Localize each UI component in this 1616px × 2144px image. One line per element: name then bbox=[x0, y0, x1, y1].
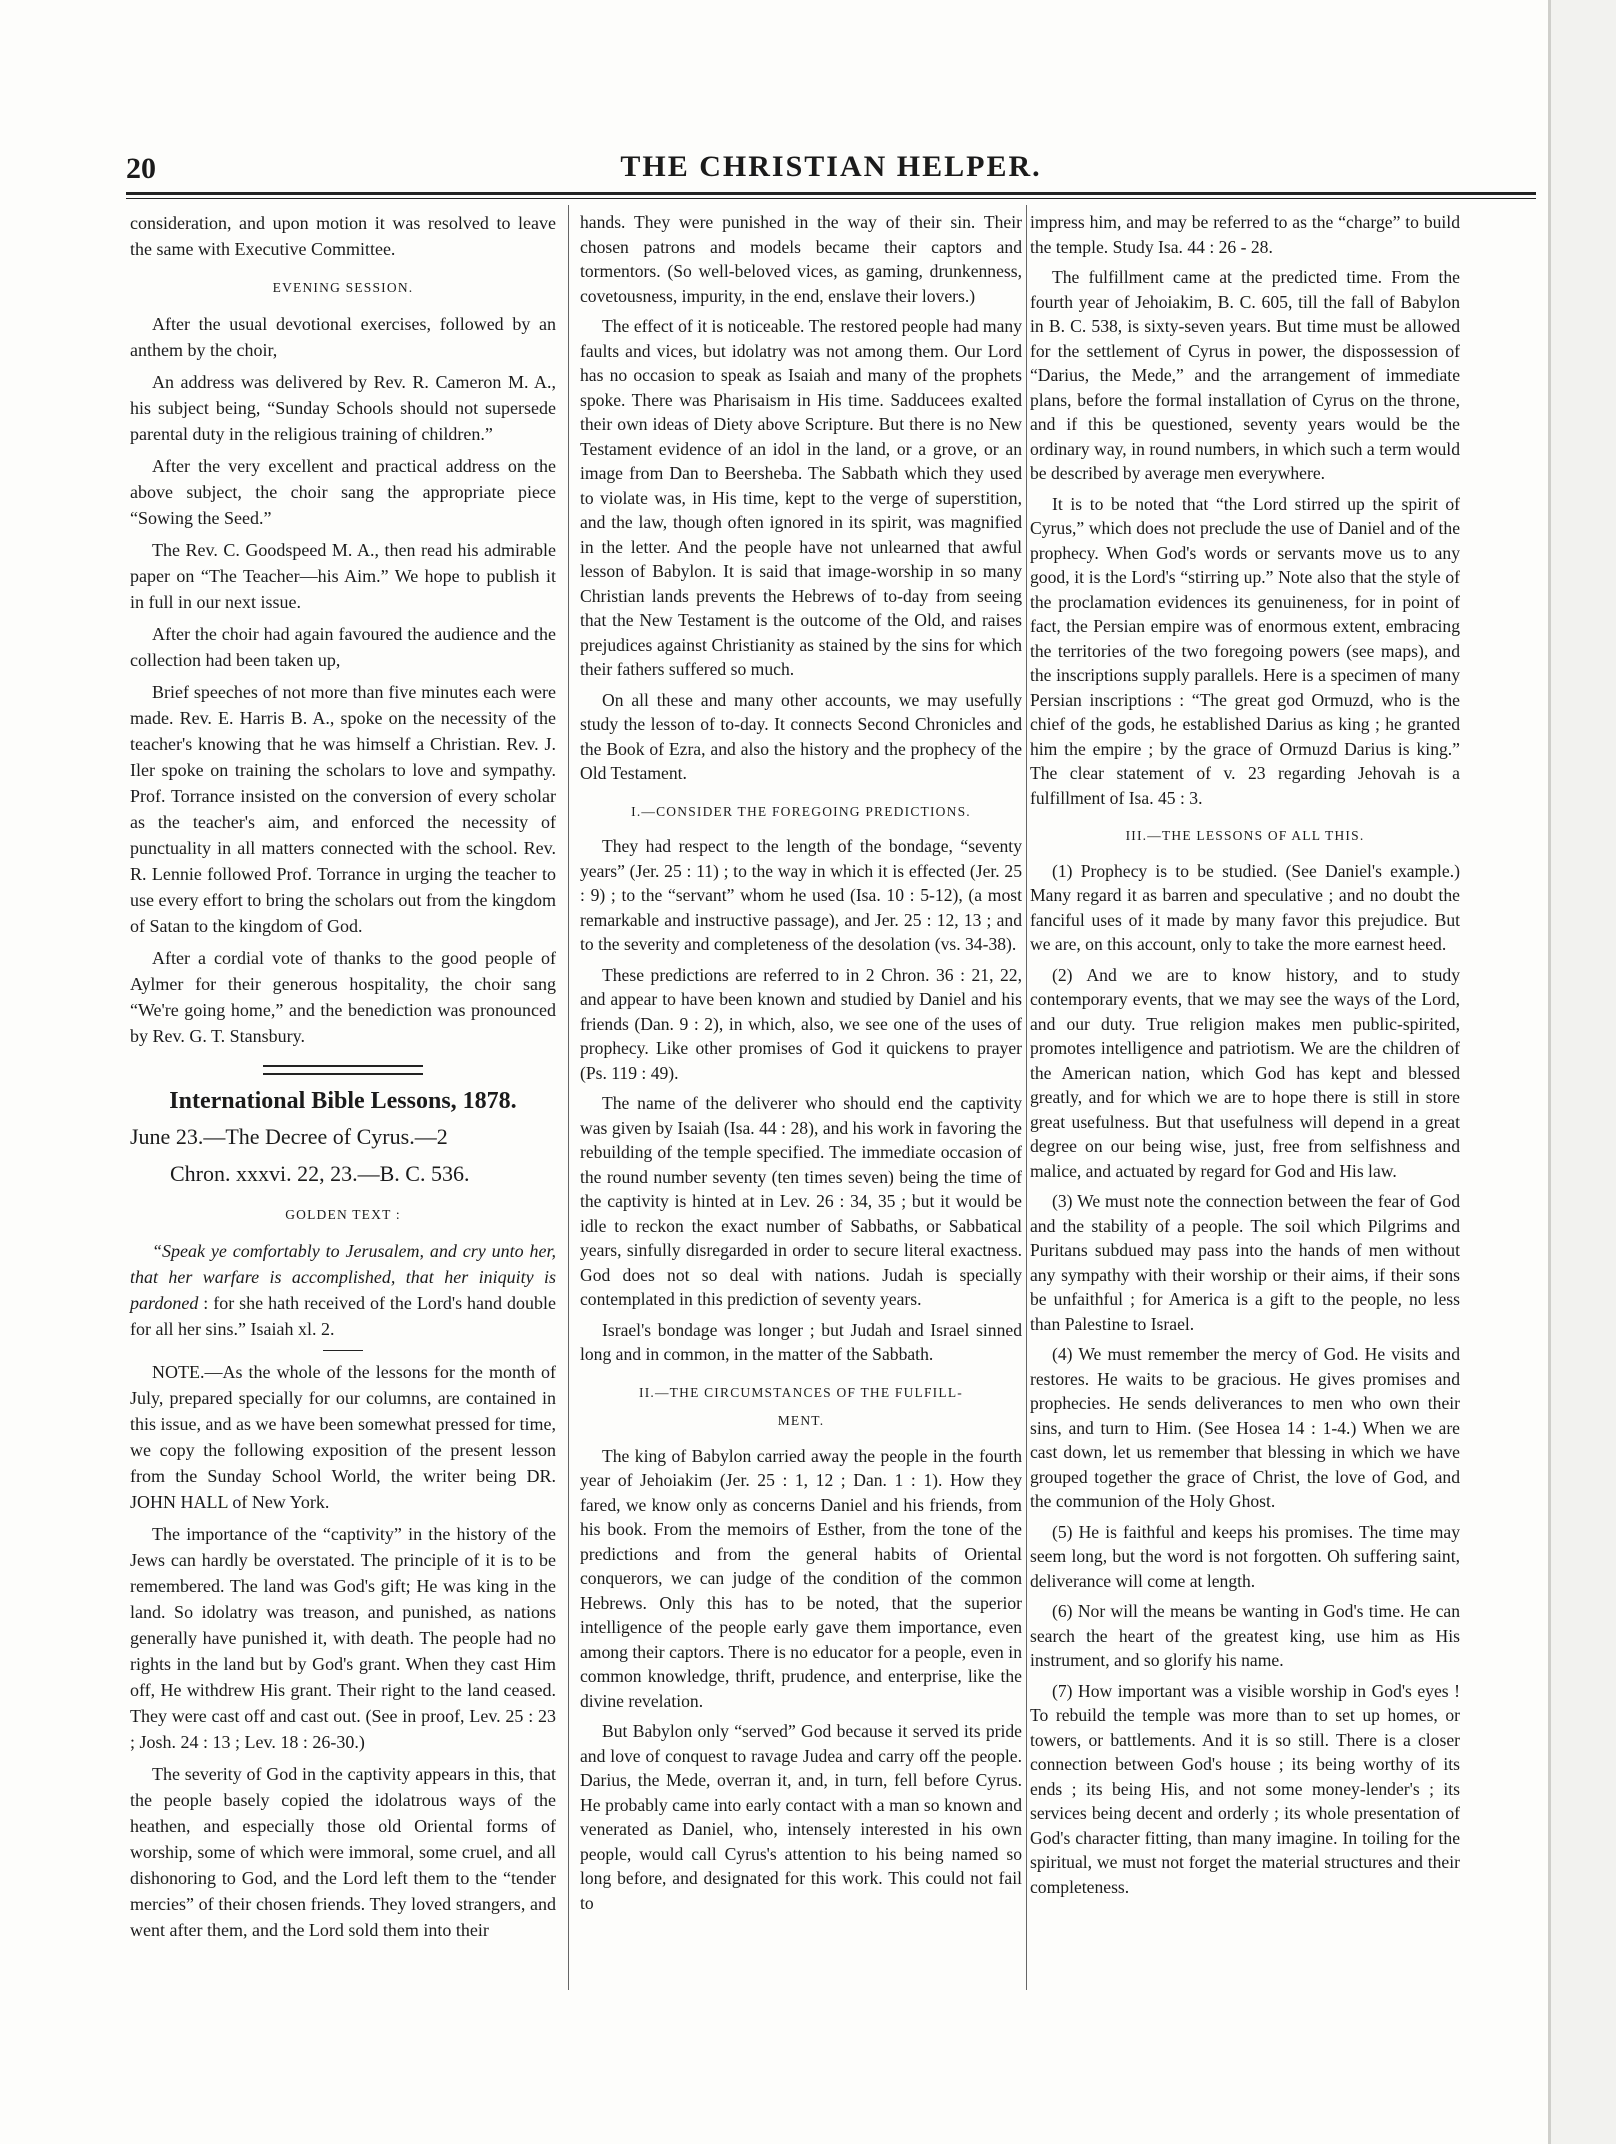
paragraph: They had respect to the length of the bondage, “seventy years” (Jer. 25 : 11) ; to the way in which it is effected (Jer. 25 : 9) ; to the “servant” whom he used (Isa. 10 : 5-12), (a most remarkable and instructive passage), and Jer. 25 : 12, 13 ; and to the severity and completeness of the desolation (vs. 34-38). bbox=[580, 836, 1022, 954]
lesson-point: (4) We must remember the mercy of God. He visits and restores. He waits to be gracious. He gives promises and prophecies. He sends deliverances to men who own their sins, and turn to Him. (See Hosea 14 : 1-4.) When we are cast down, let us remember that blessing in which we have grouped together the grace of Christ, the love of God, and the communion of the Holy Ghost. bbox=[1030, 1344, 1460, 1511]
lessons-heading: International Bible Lessons, 1878. bbox=[169, 1087, 517, 1114]
section-heading: I.—CONSIDER THE FOREGOING PREDICTIONS. bbox=[631, 803, 971, 819]
column-1 bbox=[130, 210, 556, 1949]
paragraph: These predictions are referred to in 2 Chron. 36 : 21, 22, and appear to have been known and studied by Daniel and his friends (Dan. 9 : 2), in which, also, we see one of the uses of prophecy. Like other promises of God it quickens to prayer (Ps. 119 : 49). bbox=[580, 964, 1022, 1083]
page-number: 20 bbox=[126, 152, 156, 185]
lesson-point: (1) Prophecy is to be studied. (See Daniel's example.) Many regard it as barren and speculative ; and no doubt the fanciful uses of it made by many favor this prejudice. But we are, on this account, only to take the more earnest heed. bbox=[1030, 860, 1460, 954]
paragraph: hands. They were punished in the way of their sin. Their chosen patrons and models became their captors and tormentors. (So well-beloved vices, as gaming, drunkenness, covetousness, impurity, in the end, enslave their lovers.) bbox=[580, 212, 1022, 306]
paragraph: After the choir had again favoured the audience and the collection had been taken up, bbox=[130, 623, 556, 670]
paragraph: On all these and many other accounts, we may usefully study the lesson of to-day. It connects Second Chronicles and the Book of Ezra, and also the history and the prophecy of the Old Testament. bbox=[580, 689, 1022, 783]
paragraph: The Rev. C. Goodspeed M. A., then read his admirable paper on “The Teacher—his Aim.” We hope to publish it in full in our next issue. bbox=[130, 539, 556, 612]
lesson-point: (2) And we are to know history, and to study contemporary events, that we may see the ways of the Lord, and our duty. True religion makes men public-spirited, promotes intelligence and patriotism. We are the children of the American nation, which God has kept and blessed greatly, and for which we are to hope there is still in store great usefulness. But that usefulness will depend in a great degree on our being wise, just, free from selfishness and malice, and actuated by regard for God and His law. bbox=[1030, 964, 1460, 1181]
section-heading: III.—THE LESSONS OF ALL THIS. bbox=[1125, 828, 1365, 843]
paragraph: But Babylon only “served” God because it served its pride and love of conquest to ravage Judea and carry off the people. Darius, the Mede, overran it, and, in turn, fell before Cyrus. He probably came into early contact with a man so known and venerated as Daniel, who, intensely interested in his own people, would call Cyrus's attention to his being named so long before, and designated for this work. This could not fail to bbox=[580, 1721, 1022, 1913]
lesson-point: (6) Nor will the means be wanting in God's time. He can search the heart of the greatest king, use him as His instrument, and so glorify his name. bbox=[1030, 1601, 1460, 1670]
paragraph: The severity of God in the captivity appears in this, that the people basely copied the idolatrous ways of the heathen, and especially those old Oriental forms of worship, some of which were immoral, some cruel, and all dishonoring to God, and the Lord left them to the “tender mercies” of their chosen friends. They loved strangers, and went after them, and the Lord sold them into their bbox=[130, 1763, 556, 1940]
section-heading: II.—THE CIRCUMSTANCES OF THE FULFILL- bbox=[639, 1384, 963, 1400]
lesson-point: (5) He is faithful and keeps his promises. The time may seem long, but the word is not forgotten. Oh suffering saint, deliverance will come at length. bbox=[1030, 1521, 1460, 1591]
column-3 bbox=[1030, 210, 1460, 1905]
editor-note: NOTE.—As the whole of the lessons for the month of July, prepared specially for our columns, are contained in this issue, and as we have been somewhat pressed for time, we copy the following exposition of the present lesson from the Sunday School World, the writer being DR. JOHN HALL of New York. bbox=[130, 1361, 556, 1512]
golden-text-italic: “Speak ye comfortably to Jerusalem, and cry unto her, that her warfare is accomplished, that her iniquity is pardoned bbox=[130, 1240, 556, 1313]
column-divider bbox=[1026, 205, 1027, 1990]
paragraph: After the usual devotional exercises, followed by an anthem by the choir, bbox=[130, 313, 556, 360]
header-rule-thin bbox=[126, 198, 1536, 199]
paragraph: Israel's bondage was longer ; but Judah and Israel sinned long and in common, in the matter of the Sabbath. bbox=[580, 1319, 1022, 1364]
publication-title: THE CHRISTIAN HELPER. bbox=[620, 150, 1042, 183]
section-heading: EVENING SESSION. bbox=[272, 280, 414, 295]
paragraph: An address was delivered by Rev. R. Cameron M. A., his subject being, “Sunday Schools should not supersede parental duty in the religious training of children.” bbox=[130, 371, 556, 444]
column-2 bbox=[580, 210, 1022, 1921]
golden-text-heading: GOLDEN TEXT : bbox=[285, 1207, 401, 1222]
header-rule-thick bbox=[126, 192, 1536, 195]
section-heading-cont: MENT. bbox=[777, 1413, 825, 1428]
paragraph: The king of Babylon carried away the people in the fourth year of Jehoiakim (Jer. 25 : 1, 12 ; Dan. 1 : 1). How they fared, we know only as concerns Daniel and his friends, from his book. From the memoirs of Esther, from the tone of the predictions and from the general habits of Oriental conquerors, we can judge of the condition of the common Hebrews. Only this has to be noted, that the superior intelligence of the people early gave them importance, even among their captors. There is no educator for a people, even in common knowledge, thrift, prudence, and enterprise, like the divine revelation. bbox=[580, 1445, 1022, 1711]
page-header bbox=[126, 150, 1536, 190]
golden-text bbox=[130, 1238, 556, 1342]
paragraph: impress him, and may be referred to as the “charge” to build the temple. Study Isa. 44 : 26 - 28. bbox=[1030, 212, 1460, 257]
golden-text-rest: : for she hath received of the Lord's hand double for all her sins.” Isaiah xl. 2. bbox=[130, 1292, 556, 1339]
paragraph: The name of the deliverer who should end the captivity was given by Isaiah (Isa. 44 : 28), and his work in favoring the rebuilding of the temple specified. The immediate occasion of the round number seventy (ten times seven) being the time of the captivity is hinted at in Lev. 26 : 34, 35 ; but it would be idle to reckon the exact number of Sabbaths, or Sabbatical years, sinfully disregarded in order to secure literal exactness. God does not so deal with nations. Judah is specially contemplated in this prediction of seventy years. bbox=[580, 1093, 1022, 1309]
lesson-point: (3) We must note the connection between the fear of God and the stability of a people. The soil which Pilgrims and Puritans subdued may pass into the hands of men without any sympathy with their worship or their aims, if their sons be unfaithful ; for America is a gift to the people, no less than Palestine to Israel. bbox=[1030, 1191, 1460, 1334]
column-divider bbox=[568, 205, 569, 1990]
paragraph: consideration, and upon motion it was resolved to leave the same with Executive Committee. bbox=[130, 213, 556, 259]
lesson-point: (7) How important was a visible worship in God's eyes ! To rebuild the temple was more than to set up homes, or towers, or battlements. And it is so still. There is a closer connection between God's house ; its being worthy of its ends ; its being His, and not some money-lender's ; its services being decent and orderly ; its whole presentation of God's character fitting, than many imagine. In toiling for the spiritual, we must not forget the material structures and their completeness. bbox=[1030, 1680, 1460, 1897]
lesson-reference: Chron. xxxvi. 22, 23.—B. C. 536. bbox=[170, 1161, 470, 1186]
section-separator bbox=[263, 1065, 423, 1075]
paragraph: It is to be noted that “the Lord stirred up the spirit of Cyrus,” which does not preclude the use of Daniel and of the prophecy. When God's words or servants move us to any good, it is the Lord's “stirring up.” Note also that the style of the proclamation evidences its genuineness, for in point of fact, the Persian empire was of enormous extent, embracing the territories of the two foregoing powers (see maps), and the inscriptions supply parallels. Here is a specimen of many Persian inscriptions : “The great god Ormuzd, who is the chief of the gods, he established Darius as king ; he granted him the empire ; by the grace of Ormuzd Darius is king.” The clear statement of v. 23 regarding Jehovah is a fulfillment of Isa. 45 : 3. bbox=[1030, 493, 1460, 808]
paragraph: Brief speeches of not more than five minutes each were made. Rev. E. Harris B. A., spoke on the necessity of the teacher's knowing that he was himself a Christian. Rev. J. Iler spoke on training the scholars to love and sympathy. Prof. Torrance insisted on the conversion of every scholar as the teacher's aim, and enforced the necessity of punctuality in all matters connected with the school. Rev. R. Lennie followed Prof. Torrance in urging the teacher to use every effort to bring the scholars out from the kingdom of Satan to the kingdom of God. bbox=[130, 681, 556, 936]
paragraph: The effect of it is noticeable. The restored people had many faults and vices, but idolatry was not among them. Our Lord has no occasion to speak as Isaiah and many of the prophets spoke. There was Pharisaism in His time. Sadducees exalted their own ideas of Diety above Scripture. But there is no New Testament evidence of an idol in the land, or a grove, or an image from Dan to Beersheba. The Sabbath which they used to violate was, in His time, kept to the verge of superstition, and the law, though often ignored in its spirit, was magnified in the letter. And the people have not unlearned that awful lesson of Babylon. It is said that image-worship in so many Christian lands prevents the Hebrews of to-day from seeing that the New Testament is the outcome of the Old, and raises prejudices against Christianity as stained by the sins for which their fathers suffered so much. bbox=[580, 316, 1022, 679]
short-rule bbox=[323, 1350, 363, 1351]
page-edge bbox=[1548, 0, 1616, 2144]
paragraph: The importance of the “captivity” in the history of the Jews can hardly be overstated. The principle of it is to be remembered. The land was God's gift; He was king in the land. So idolatry was treason, and punished, as nations generally have punished it, with death. The people had no rights in the land but by God's grant. When they cast Him off, He withdrew His grant. Their right to the land ceased. They were cast off and cast out. (See in proof, Lev. 25 : 23 ; Josh. 24 : 13 ; Lev. 18 : 26-30.) bbox=[130, 1523, 556, 1752]
paragraph: The fulfillment came at the predicted time. From the fourth year of Jehoiakim, B. C. 605, till the fall of Babylon in B. C. 538, is sixty-seven years. But time must be allowed for the settlement of Cyrus in power, the dispossession of “Darius, the Mede,” and the arrangement of immediate plans, before the formal installation of Cyrus on the throne, and if this be questioned, seventy years would be the ordinary way, in round numbers, in which such a term would be described by average men everywhere. bbox=[1030, 267, 1460, 483]
lesson-title: June 23.—The Decree of Cyrus.—2 bbox=[130, 1124, 448, 1149]
paragraph: After the very excellent and practical address on the above subject, the choir sang the appropriate piece “Sowing the Seed.” bbox=[130, 455, 556, 528]
paragraph: After a cordial vote of thanks to the good people of Aylmer for their generous hospitality, the choir sang “We're going home,” and the benediction was pronounced by Rev. G. T. Stansbury. bbox=[130, 947, 556, 1046]
